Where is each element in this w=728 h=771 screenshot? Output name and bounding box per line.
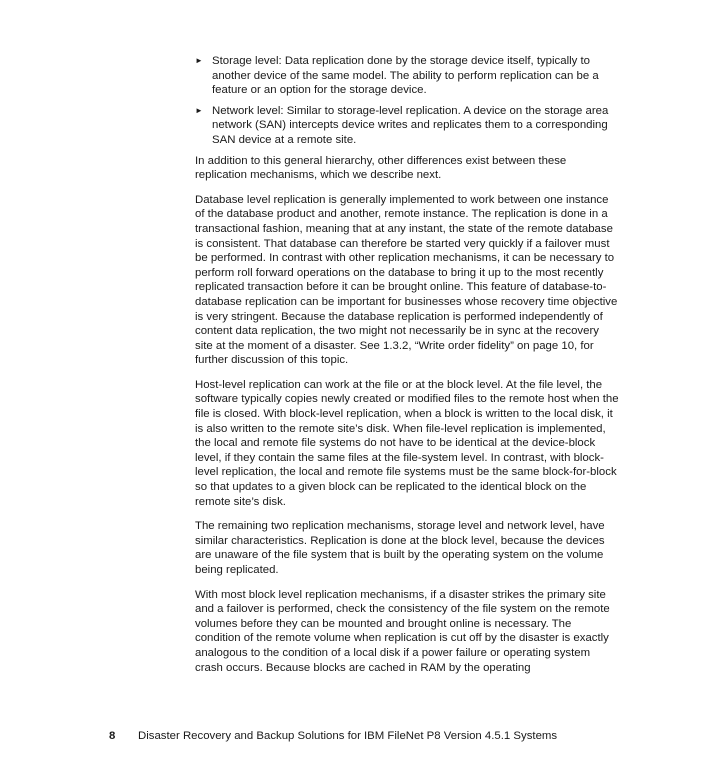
bullet-item-storage-level <box>195 54 619 98</box>
paragraph-hierarchy-intro: In addition to this general hierarchy, other differences exist between these replication mechanisms, which we describe next. <box>195 154 567 182</box>
page-footer <box>109 729 557 743</box>
paragraph-database-replication: Database level replication is generally implemented to work between one instance of the database product and another, remote instance. The replication is done in a transactional fashion, meaning that at any instant, the state of the remote database is consistent. That database can therefore be started very quickly if a failover must be performed. In contrast with other replication mechanisms, it can be necessary to perform roll forward operations on the database to bring it up to the most recently replicated transaction before it can be brought online. This feature of database-to-database replication can be important for businesses whose recovery time objective is very stringent. Because the database replication is performed independently of content data replication, the two might not necessarily be in sync at the recovery site at the moment of a disaster. See 1.3.2, “Write order fidelity” on page 10, for further discussion of this topic. <box>195 193 618 367</box>
bullet-text: Network level: Similar to storage-level replication. A device on the storage area network (SAN) intercepts device writes and replicates them to a corresponding SAN device at a remote site. <box>212 104 609 146</box>
paragraph-storage-network: The remaining two replication mechanisms, storage level and network level, have similar characteristics. Replication is done at the block level, because the devices are unaware of the file system that is built by the operating system on the volume being replicated. <box>195 520 605 576</box>
bullet-arrow-icon: ► <box>195 105 203 115</box>
page-content <box>195 54 619 685</box>
paragraph-block-level: With most block level replication mechanisms, if a disaster strikes the primary site and a failover is performed, check the consistency of the file system on the remote volumes before they can be mounted and brought online is necessary. The condition of the remote volume when replication is cut off by the disaster is exactly analogous to the condition of a local disk if a power failure or operating system crash occurs. Because blocks are cached in RAM by the operating <box>195 588 610 674</box>
footer-title: Disaster Recovery and Backup Solutions for IBM FileNet P8 Version 4.5.1 Systems <box>138 730 558 742</box>
paragraph-host-replication: Host-level replication can work at the file or at the block level. At the file level, the software typically copies newly created or modified files to the remote host when the file is closed. With block-level replication, when a block is written to the local disk, it is also written to the remote site’s disk. When file-level replication is implemented, the local and remote file systems do not have to be identical at the device-block level, if they contain the same files at the file-system level. In contrast, with block-level replication, the local and remote file systems must be the same block-for-block so that updates to a given block can be replicated to the identical block on the remote site’s disk. <box>195 378 619 508</box>
bullet-item-network-level <box>195 104 619 148</box>
bullet-text: Storage level: Data replication done by the storage device itself, typically to another device of the same model. The ability to perform replication can be a feature or an option for the storage device. <box>212 55 599 97</box>
bullet-arrow-icon: ► <box>195 56 203 65</box>
page-number: 8 <box>109 730 116 742</box>
